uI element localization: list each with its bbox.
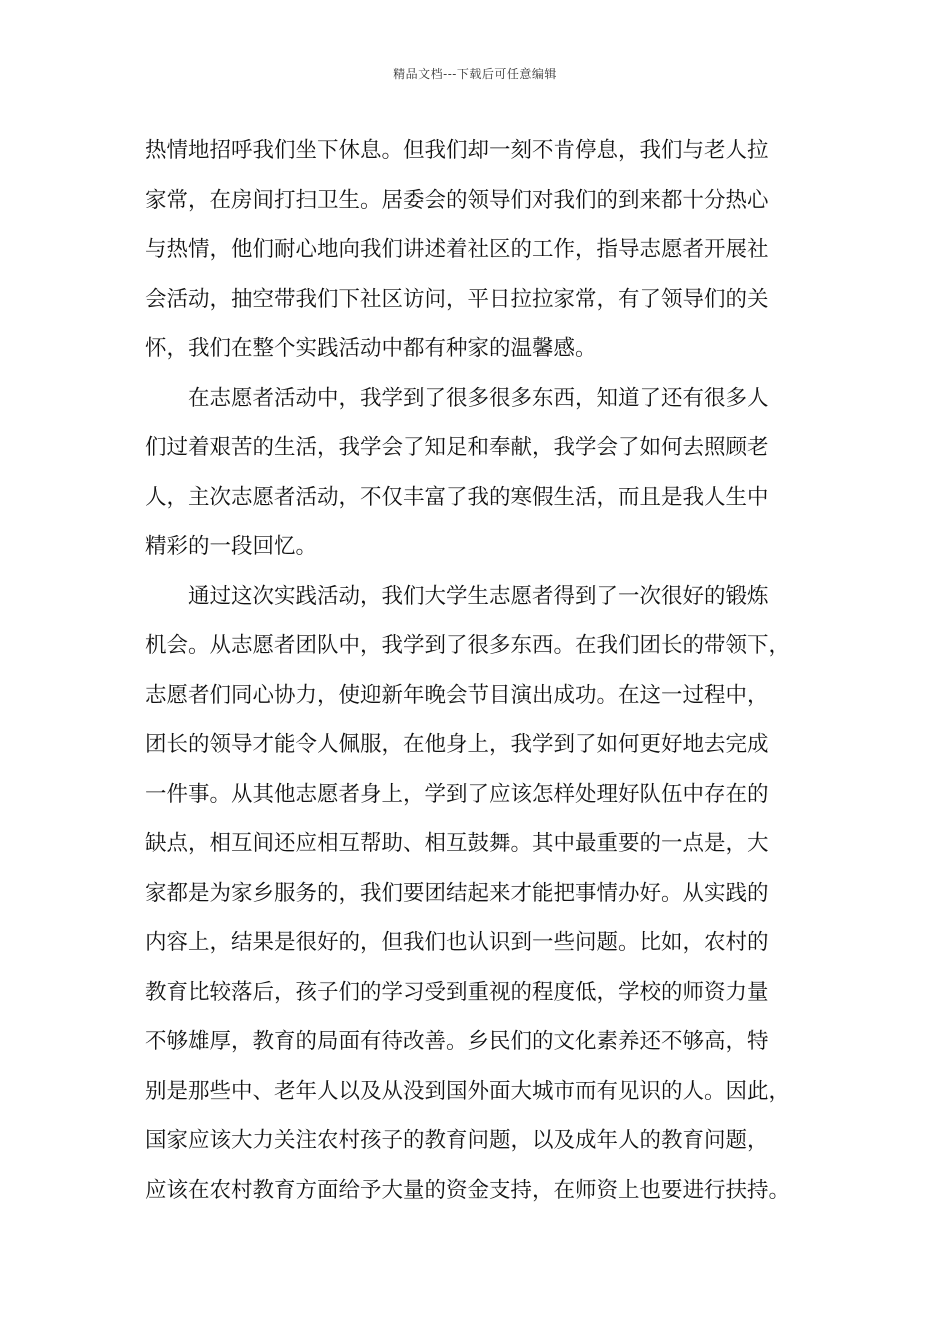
text-line: 不够雄厚，教育的局面有待改善。乡民们的文化素养还不够高，特 (145, 1029, 769, 1054)
text-line: 别是那些中、老年人以及从没到国外面大城市而有见识的人。因此， (145, 1078, 791, 1104)
text-line: 志愿者们同心协力，使迎新年晚会节目演出成功。在这一过程中， (145, 682, 769, 708)
text-line: 家都是为家乡服务的，我们要团结起来才能把事情办好。从实践的 (145, 880, 769, 906)
text-line: 内容上，结果是很好的，但我们也认识到一些问题。比如，农村的 (145, 930, 769, 955)
text-line: 们过着艰苦的生活，我学会了知足和奉献，我学会了如何去照顾老 (145, 435, 769, 460)
text-line: 教育比较落后，孩子们的学习受到重视的程度低，学校的师资力量 (145, 979, 769, 1005)
text-line: 通过这次实践活动，我们大学生志愿者得到了一次很好的锻炼 (188, 583, 769, 609)
text-line: 一件事。从其他志愿者身上，学到了应该怎样处理好队伍中存在的 (145, 781, 769, 807)
text-line: 与热情，他们耐心地向我们讲述着社区的工作，指导志愿者开展社 (145, 237, 769, 262)
document-body (145, 126, 810, 1215)
text-line: 国家应该大力关注农村孩子的教育问题，以及成年人的教育问题， (145, 1128, 769, 1153)
text-line: 热情地招呼我们坐下休息。但我们却一刻不肯停息，我们与老人拉 (145, 138, 769, 163)
text-line: 团长的领导才能令人佩服，在他身上，我学到了如何更好地去完成 (145, 732, 769, 757)
text-line: 机会。从志愿者团队中，我学到了很多东西。在我们团长的带领下， (145, 633, 791, 658)
text-line: 缺点，相互间还应相互帮助、相互鼓舞。其中最重要的一点是，大 (145, 831, 769, 856)
page-header: 精品文档---下载后可任意编辑 (393, 67, 557, 81)
text-line: 会活动，抽空带我们下社区访问，平日拉拉家常，有了领导们的关 (145, 286, 769, 312)
text-line: 在志愿者活动中，我学到了很多很多东西，知道了还有很多人 (188, 385, 769, 411)
text-line: 怀，我们在整个实践活动中都有种家的温馨感。 (145, 336, 597, 361)
text-line: 精彩的一段回忆。 (145, 534, 318, 559)
text-line: 人，主次志愿者活动，不仅丰富了我的寒假生活，而且是我人生中 (145, 484, 769, 510)
text-line: 应该在农村教育方面给予大量的资金支持，在师资上也要进行扶持。 (145, 1177, 791, 1203)
text-line: 家常，在房间打扫卫生。居委会的领导们对我们的到来都十分热心 (145, 187, 769, 213)
